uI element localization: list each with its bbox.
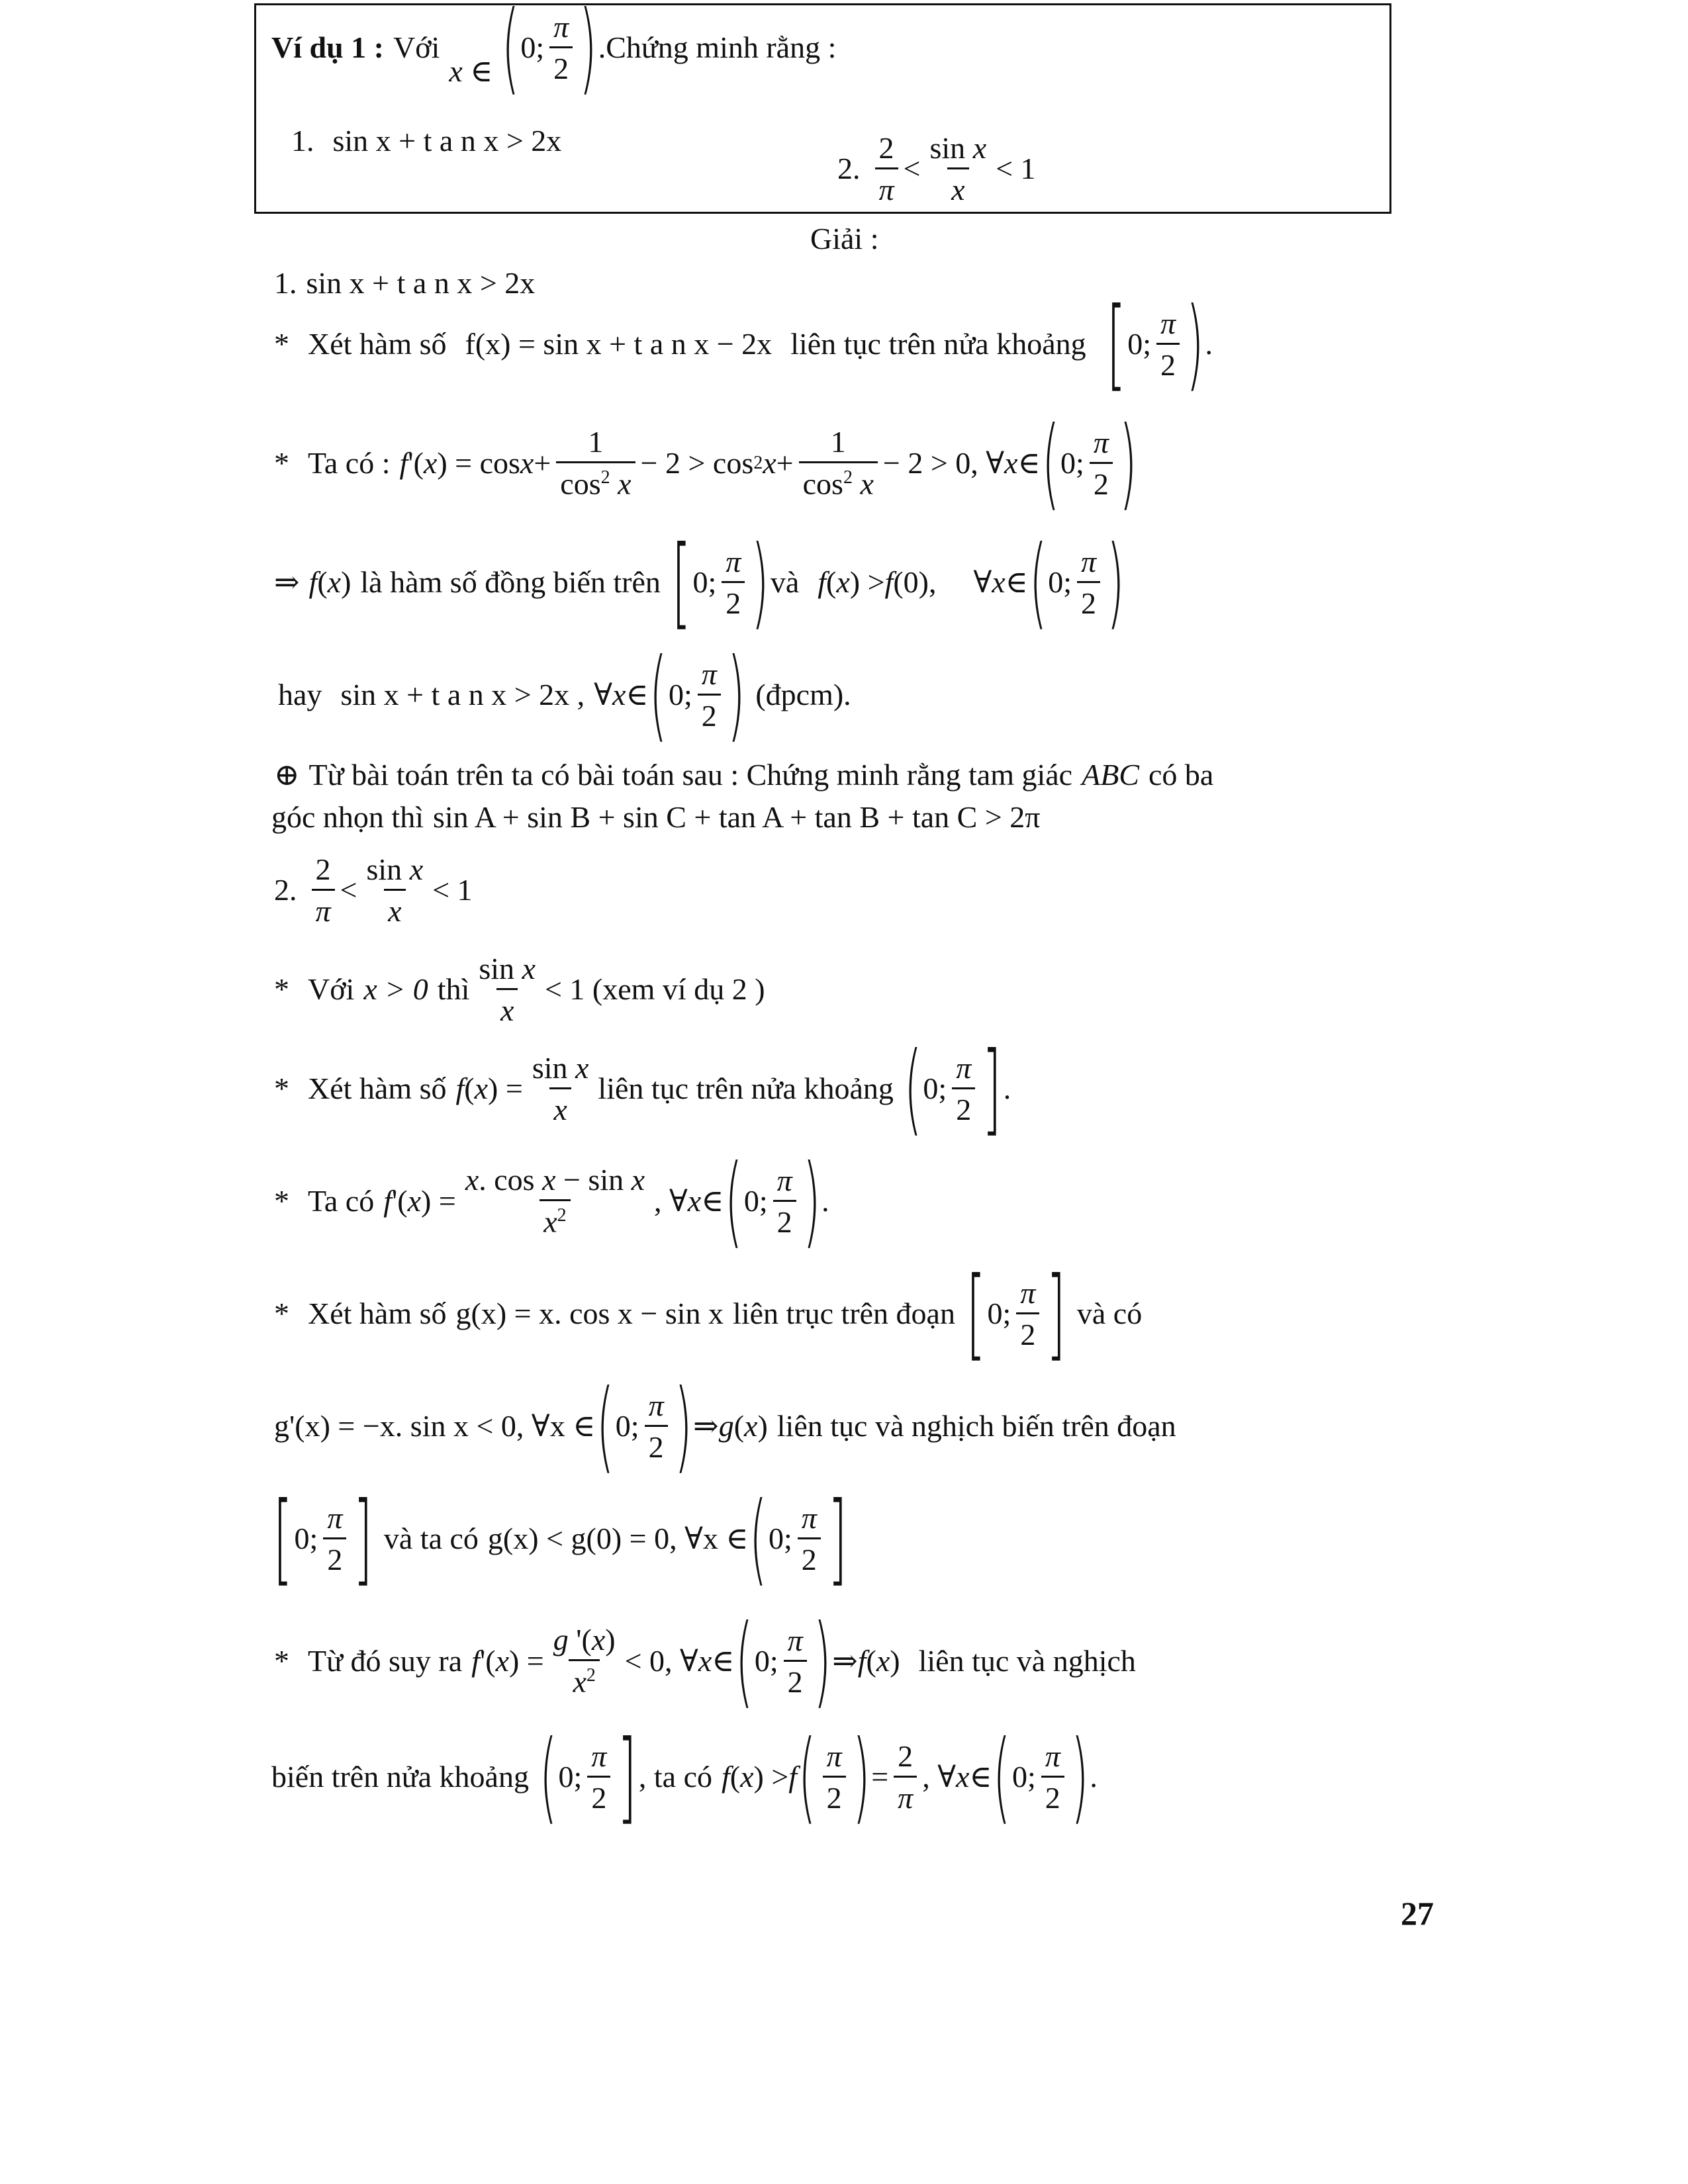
part2-step8: biến trên nửa khoảng ( 0; $\frac{\pi}{2}$ ] , ta có f ( x ) > f ( $\frac{\pi}{2}$ ) = $\frac{2}{\pi}$ , ∀ x ∈ ( 0; $\frac{\pi}{2}$ ) .	[271, 1719, 1098, 1835]
example-title: Ví dụ 1 :	[271, 30, 384, 64]
example-item2: 2. $\frac{2}{\pi}$ < $\frac{\text{sin x}}{x}$ < 1	[837, 130, 1036, 206]
note-line2: góc nhọn thì sin A + sin B + sin C + tan A + tan B + tan C > 2π	[271, 800, 1041, 834]
example-cond-tail: .Chứng minh rằng :	[598, 30, 837, 64]
example-header	[271, 0, 837, 105]
part2-step5: g'(x) = −x. sin x < 0, ∀x ∈ ( 0; $\frac{\pi}{2}$ ) ⇒ g ( x ) liên tục và nghịch biến trên đoạn	[274, 1369, 1176, 1484]
part2-step1: * Với x > 0 thì $\frac{\text{sin x}}{x}$ < 1 (xem ví dụ 2 )	[274, 951, 765, 1027]
example-prefix: Với	[393, 30, 440, 64]
step3: ⇒ f ( x ) là hàm số đồng biến trên [ 0; $\frac{\pi}{2}$ ) và f ( x ) > f (0), ∀ x ∈ ( 0; $\frac{\pi}{2}$ )	[274, 525, 1125, 640]
step1: * Xét hàm số f(x) = sin x + t a n x − 2x liên tục trên nửa khoảng [ 0; $\frac{\pi}{2}$ ) .	[274, 287, 1213, 402]
part2-step7: * Từ đó suy ra f '( x ) = $\frac{g '(x)}{x^2}$ < 0, ∀ x ∈ ( 0; $\frac{\pi}{2}$ ) ⇒ f ( x ) liên tục và nghịch	[274, 1604, 1136, 1719]
part2-step3: * Ta có f '( x ) = $\frac{\text{x. cos x − sin x}}{x^2}$ , ∀ x ∈ ( 0; $\frac{\pi}{2}$ ) .	[274, 1144, 829, 1259]
step2: * Ta có : f '( x ) = cos x + $\frac{1}{\cos^2 x}$ − 2 > cos 2 x + $\frac{1}{\cos^2 x}$ − 2 > 0, ∀ x ∈ ( 0; $\frac{\pi}{2}$ )	[274, 406, 1137, 521]
example-item1: 1. sin x + t a n x > 2x	[291, 124, 562, 158]
part2-heading: 2. $\frac{2}{\pi}$ < $\frac{\text{sin x}}{x}$ < 1	[274, 852, 473, 928]
part2-step6: [ 0; $\frac{\pi}{2}$ ] và ta có g(x) < g(0) = 0, ∀x ∈ ( 0; $\frac{\pi}{2}$ ]	[273, 1481, 847, 1596]
part2-step4: * Xét hàm số g(x) = x. cos x − sin x liên trục trên đoạn [ 0; $\frac{\pi}{2}$ ] và có	[274, 1256, 1143, 1371]
example-condition: x ∈ ( 0; $\frac{\pi}{2}$ )	[449, 0, 597, 105]
step4: hay sin x + t a n x > 2x , ∀ x ∈ ( 0; $\frac{\pi}{2}$ ) (đpcm).	[278, 637, 851, 752]
example-item1-expr: sin x + t a n x > 2x	[332, 124, 562, 158]
part1-heading: 1. sin x + t a n x > 2x	[274, 266, 536, 300]
note-line1: ⊕ Từ bài toán trên ta có bài toán sau : Chứng minh rằng tam giác ABC có ba	[274, 758, 1214, 792]
part2-step2: * Xét hàm số f ( x ) = $\frac{\text{sin x}}{x}$ liên tục trên nửa khoảng ( 0; $\frac{\pi}{2}$ ] .	[274, 1031, 1011, 1146]
solution-heading: Giải :	[810, 222, 879, 255]
page-number: 27	[1401, 1895, 1434, 1932]
